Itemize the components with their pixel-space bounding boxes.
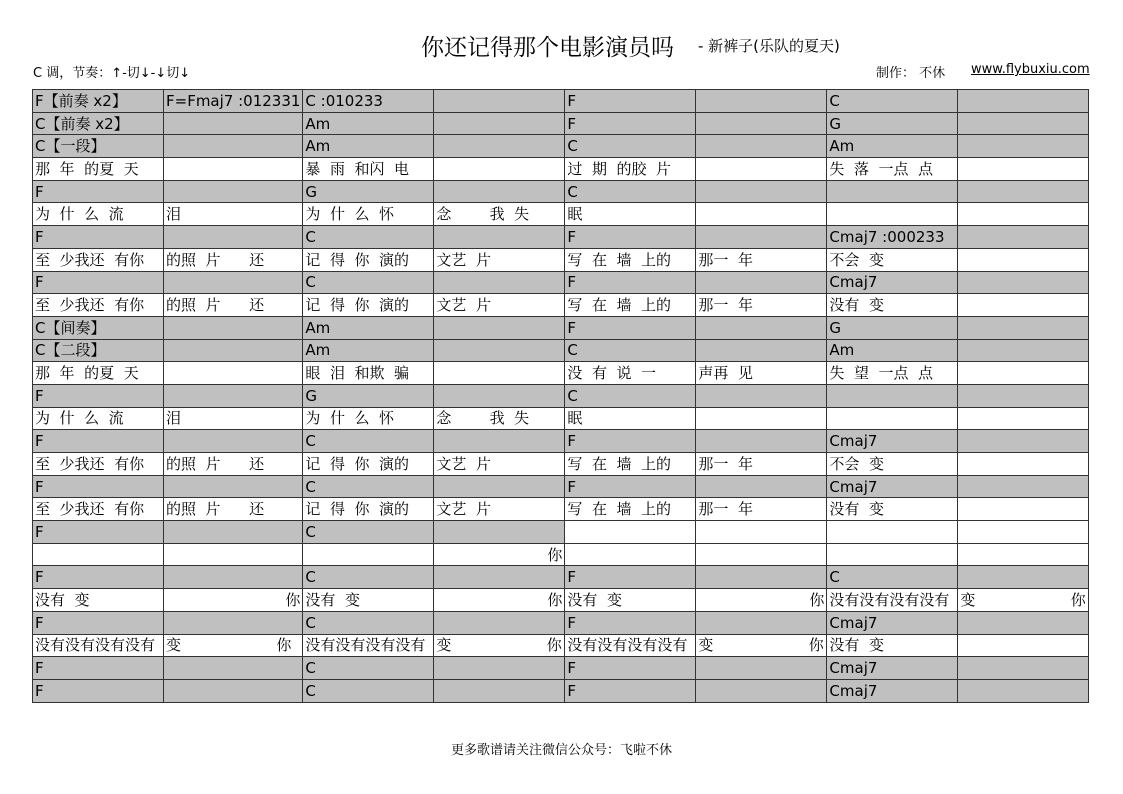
lyric-cell: 变 你: [434, 634, 565, 657]
chord-cell: [164, 271, 303, 294]
chord-cell: [958, 384, 1089, 407]
chord-cell: [958, 316, 1089, 339]
chord-cell: [958, 112, 1089, 135]
lyric-cell: 变 你: [696, 634, 827, 657]
chord-cell: C: [303, 430, 434, 453]
lyric-cell: [958, 453, 1089, 476]
chord-cell: [434, 226, 565, 249]
key-rhythm: C 调，节奏：↑-切↓-↓切↓: [33, 66, 191, 81]
chord-cell: Am: [827, 135, 958, 158]
chord-cell: [434, 271, 565, 294]
lyric-cell: 那一 年: [696, 248, 827, 271]
chord-row: [33, 566, 1089, 589]
lyric-cell: 的照 片 还: [164, 294, 303, 317]
lyric-cell: 失 落 一点 点: [827, 158, 958, 181]
lyric-cell: 文艺 片: [434, 294, 565, 317]
chord-cell: [164, 611, 303, 634]
lyric-cell: 眠: [565, 203, 696, 226]
chord-cell: [434, 339, 565, 362]
lyric-cell: 没有没有没有没有: [827, 589, 958, 612]
chord-cell: [164, 339, 303, 362]
lyric-row: [33, 294, 1089, 317]
lyric-cell: [958, 248, 1089, 271]
lyric-row: [33, 543, 1089, 566]
chord-cell: [696, 611, 827, 634]
chord-cell: F: [33, 679, 164, 702]
lyric-cell: 你: [434, 589, 565, 612]
chord-cell: F: [33, 271, 164, 294]
chord-cell: C【一段】: [33, 135, 164, 158]
lyric-cell: 变 你: [164, 634, 303, 657]
lyric-cell: 没 有 说 一: [565, 362, 696, 385]
chord-cell: [696, 226, 827, 249]
chord-cell: [827, 180, 958, 203]
chord-cell: C: [565, 384, 696, 407]
lyric-cell: 眠: [565, 407, 696, 430]
chord-cell: [164, 657, 303, 680]
lyric-cell: 过 期 的胶 片: [565, 158, 696, 181]
chord-cell: C: [303, 679, 434, 702]
lyric-row: [33, 203, 1089, 226]
lyric-cell: 没有没有没有没有: [303, 634, 434, 657]
chord-cell: Cmaj7: [827, 475, 958, 498]
lyric-cell: 没有没有没有没有: [565, 634, 696, 657]
chord-cell: [434, 521, 565, 544]
chord-cell: [958, 180, 1089, 203]
chord-cell: [958, 430, 1089, 453]
chord-cell: [696, 521, 827, 544]
lyric-cell: 泪: [164, 407, 303, 430]
lyric-cell: [565, 543, 696, 566]
chord-cell: F: [33, 180, 164, 203]
chord-cell: [696, 271, 827, 294]
lyric-row: [33, 407, 1089, 430]
chord-cell: [164, 679, 303, 702]
chord-cell: Cmaj7: [827, 271, 958, 294]
chord-cell: [696, 112, 827, 135]
lyric-cell: 至 少我还 有你: [33, 248, 164, 271]
lyric-cell: [164, 158, 303, 181]
chord-cell: C【间奏】: [33, 316, 164, 339]
lyric-cell: [827, 407, 958, 430]
lyric-cell: 声再 见: [696, 362, 827, 385]
chord-cell: F: [33, 566, 164, 589]
lyric-cell: 你: [164, 589, 303, 612]
chord-cell: C: [303, 475, 434, 498]
chord-cell: [434, 430, 565, 453]
chord-cell: [434, 180, 565, 203]
lyric-cell: [958, 362, 1089, 385]
song-title: 你还记得那个电影演员吗: [421, 35, 674, 61]
lyric-cell: 的照 片 还: [164, 248, 303, 271]
lyric-row: [33, 362, 1089, 385]
chord-cell: G: [827, 112, 958, 135]
lyric-cell: 写 在 墙 上的: [565, 294, 696, 317]
lyric-row: [33, 498, 1089, 521]
chord-cell: C :010233: [303, 90, 434, 113]
chord-cell: [958, 566, 1089, 589]
chord-cell: [434, 657, 565, 680]
chord-row: [33, 339, 1089, 362]
chord-cell: [827, 521, 958, 544]
chord-cell: Am: [303, 135, 434, 158]
chord-cell: Am: [303, 316, 434, 339]
lyric-cell: [958, 498, 1089, 521]
chord-cell: [696, 90, 827, 113]
chord-cell: F: [33, 384, 164, 407]
chord-cell: [164, 384, 303, 407]
chord-row: [33, 226, 1089, 249]
lyric-cell: 至 少我还 有你: [33, 294, 164, 317]
chord-cell: [958, 135, 1089, 158]
chord-cell: C: [303, 657, 434, 680]
chord-row: [33, 521, 1089, 544]
lyric-cell: 记 得 你 演的: [303, 248, 434, 271]
chord-sheet-body: [33, 90, 1089, 703]
chord-cell: [958, 339, 1089, 362]
lyric-cell: [164, 543, 303, 566]
chord-cell: F: [565, 430, 696, 453]
lyric-cell: [958, 158, 1089, 181]
lyric-cell: [164, 362, 303, 385]
lyric-cell: 不会 变: [827, 453, 958, 476]
lyric-cell: [696, 407, 827, 430]
lyric-cell: 念 我 失: [434, 407, 565, 430]
chord-row: [33, 316, 1089, 339]
lyric-cell: 的照 片 还: [164, 498, 303, 521]
chord-row: [33, 430, 1089, 453]
chord-cell: [958, 226, 1089, 249]
lyric-cell: 至 少我还 有你: [33, 453, 164, 476]
chord-cell: G: [303, 180, 434, 203]
chord-cell: F【前奏 x2】: [33, 90, 164, 113]
chord-cell: Cmaj7: [827, 657, 958, 680]
chord-cell: [164, 566, 303, 589]
author: 制作： 不休: [876, 66, 946, 81]
chord-cell: F: [33, 521, 164, 544]
chord-cell: [434, 316, 565, 339]
lyric-cell: 写 在 墙 上的: [565, 498, 696, 521]
lyric-cell: [33, 543, 164, 566]
chord-cell: F: [565, 112, 696, 135]
lyric-cell: 那 年 的夏 天: [33, 158, 164, 181]
chord-cell: F: [565, 657, 696, 680]
lyric-cell: 没有 变: [565, 589, 696, 612]
chord-cell: G: [303, 384, 434, 407]
chord-cell: [696, 135, 827, 158]
chord-cell: [565, 521, 696, 544]
chord-row: [33, 475, 1089, 498]
chord-cell: [958, 521, 1089, 544]
lyric-cell: 文艺 片: [434, 498, 565, 521]
chord-cell: Cmaj7 :000233: [827, 226, 958, 249]
chord-cell: C: [827, 566, 958, 589]
lyric-cell: 记 得 你 演的: [303, 294, 434, 317]
chord-row: [33, 657, 1089, 680]
lyric-cell: 记 得 你 演的: [303, 453, 434, 476]
chord-cell: [958, 271, 1089, 294]
chord-cell: [958, 475, 1089, 498]
chord-row: [33, 384, 1089, 407]
chord-cell: [434, 611, 565, 634]
chord-cell: [696, 475, 827, 498]
lyric-cell: 变 你: [958, 589, 1089, 612]
chord-cell: [164, 475, 303, 498]
song-subtitle: - 新裤子(乐队的夏天): [698, 37, 840, 55]
chord-cell: [827, 384, 958, 407]
chord-cell: [696, 657, 827, 680]
lyric-cell: [958, 294, 1089, 317]
lyric-cell: [958, 543, 1089, 566]
chord-cell: [164, 316, 303, 339]
chord-cell: F: [565, 611, 696, 634]
lyric-cell: 那 年 的夏 天: [33, 362, 164, 385]
lyric-cell: [434, 158, 565, 181]
lyric-cell: 为 什 么 怀: [303, 407, 434, 430]
chord-cell: [958, 679, 1089, 702]
lyric-cell: 那一 年: [696, 294, 827, 317]
chord-cell: [434, 679, 565, 702]
chord-cell: F: [565, 316, 696, 339]
lyric-cell: [696, 543, 827, 566]
chord-cell: F: [565, 226, 696, 249]
lyric-cell: [958, 407, 1089, 430]
chord-cell: [696, 316, 827, 339]
chord-cell: C: [303, 611, 434, 634]
chord-cell: F: [33, 226, 164, 249]
chord-cell: C: [565, 180, 696, 203]
chord-cell: [958, 657, 1089, 680]
chord-cell: C【前奏 x2】: [33, 112, 164, 135]
lyric-cell: 泪: [164, 203, 303, 226]
lyric-cell: 你: [434, 543, 565, 566]
chord-cell: [696, 384, 827, 407]
chord-cell: F: [33, 475, 164, 498]
lyric-row: [33, 158, 1089, 181]
lyric-row: [33, 453, 1089, 476]
chord-cell: [164, 135, 303, 158]
lyric-cell: 没有 变: [33, 589, 164, 612]
chord-cell: Am: [303, 112, 434, 135]
chord-cell: C: [827, 90, 958, 113]
chord-cell: [434, 475, 565, 498]
chord-cell: C: [565, 135, 696, 158]
lyric-cell: 没有 变: [827, 498, 958, 521]
chord-row: [33, 90, 1089, 113]
chord-cell: F: [565, 271, 696, 294]
lyric-cell: 那一 年: [696, 498, 827, 521]
chord-cell: [434, 384, 565, 407]
chord-cell: [164, 430, 303, 453]
website-link[interactable]: www.flybuxiu.com: [971, 62, 1090, 77]
lyric-row: [33, 589, 1089, 612]
lyric-cell: 记 得 你 演的: [303, 498, 434, 521]
lyric-cell: 没有 变: [827, 634, 958, 657]
chord-cell: [434, 566, 565, 589]
chord-row: [33, 611, 1089, 634]
lyric-row: [33, 248, 1089, 271]
lyric-cell: 为 什 么 流: [33, 203, 164, 226]
chord-cell: F: [565, 90, 696, 113]
title-area: [0, 25, 1123, 65]
chord-cell: [696, 180, 827, 203]
chord-cell: [164, 112, 303, 135]
chord-cell: F: [565, 679, 696, 702]
lyric-cell: [827, 203, 958, 226]
chord-cell: [164, 180, 303, 203]
lyric-cell: 写 在 墙 上的: [565, 248, 696, 271]
lyric-cell: [696, 158, 827, 181]
lyric-cell: [696, 203, 827, 226]
chord-cell: F: [33, 611, 164, 634]
chord-cell: Am: [827, 339, 958, 362]
lyric-cell: 文艺 片: [434, 248, 565, 271]
lyric-cell: [303, 543, 434, 566]
lyric-cell: 不会 变: [827, 248, 958, 271]
chord-cell: [958, 90, 1089, 113]
lyric-cell: 暴 雨 和闪 电: [303, 158, 434, 181]
chord-cell: [696, 339, 827, 362]
chord-cell: C: [303, 521, 434, 544]
lyric-cell: [434, 362, 565, 385]
chord-row: [33, 271, 1089, 294]
chord-cell: C: [303, 226, 434, 249]
lyric-cell: [958, 634, 1089, 657]
chord-cell: F: [565, 475, 696, 498]
chord-sheet-grid: [32, 89, 1089, 703]
chord-cell: [696, 566, 827, 589]
chord-cell: [696, 679, 827, 702]
lyric-cell: 为 什 么 怀: [303, 203, 434, 226]
lyric-cell: 那一 年: [696, 453, 827, 476]
chord-cell: F=Fmaj7 :012331: [164, 90, 303, 113]
chord-cell: [958, 611, 1089, 634]
lyric-cell: 没有没有没有没有: [33, 634, 164, 657]
chord-row: [33, 180, 1089, 203]
chord-cell: [434, 135, 565, 158]
chord-cell: G: [827, 316, 958, 339]
chord-cell: C: [303, 566, 434, 589]
chord-cell: F: [33, 430, 164, 453]
chord-cell: Am: [303, 339, 434, 362]
chord-row: [33, 112, 1089, 135]
lyric-row: [33, 634, 1089, 657]
lyric-cell: 为 什 么 流: [33, 407, 164, 430]
chord-cell: C: [565, 339, 696, 362]
chord-row: [33, 135, 1089, 158]
chord-cell: Cmaj7: [827, 679, 958, 702]
lyric-cell: 文艺 片: [434, 453, 565, 476]
chord-cell: F: [565, 566, 696, 589]
chord-cell: F: [33, 657, 164, 680]
chord-cell: C【二段】: [33, 339, 164, 362]
lyric-cell: 眼 泪 和欺 骗: [303, 362, 434, 385]
lyric-cell: 你: [696, 589, 827, 612]
lyric-cell: 失 望 一点 点: [827, 362, 958, 385]
chord-cell: [434, 112, 565, 135]
lyric-cell: 念 我 失: [434, 203, 565, 226]
chord-cell: C: [303, 271, 434, 294]
footer-note: 更多歌谱请关注微信公众号：飞啦不休: [450, 743, 672, 758]
chord-cell: [164, 226, 303, 249]
lyric-cell: 写 在 墙 上的: [565, 453, 696, 476]
chord-cell: Cmaj7: [827, 611, 958, 634]
chord-cell: Cmaj7: [827, 430, 958, 453]
chord-cell: [696, 430, 827, 453]
chord-cell: [164, 521, 303, 544]
lyric-cell: [827, 543, 958, 566]
lyric-cell: 没有 变: [303, 589, 434, 612]
chord-cell: [434, 90, 565, 113]
lyric-cell: [958, 203, 1089, 226]
lyric-cell: 的照 片 还: [164, 453, 303, 476]
lyric-cell: 没有 变: [827, 294, 958, 317]
lyric-cell: 至 少我还 有你: [33, 498, 164, 521]
chord-row: [33, 679, 1089, 702]
